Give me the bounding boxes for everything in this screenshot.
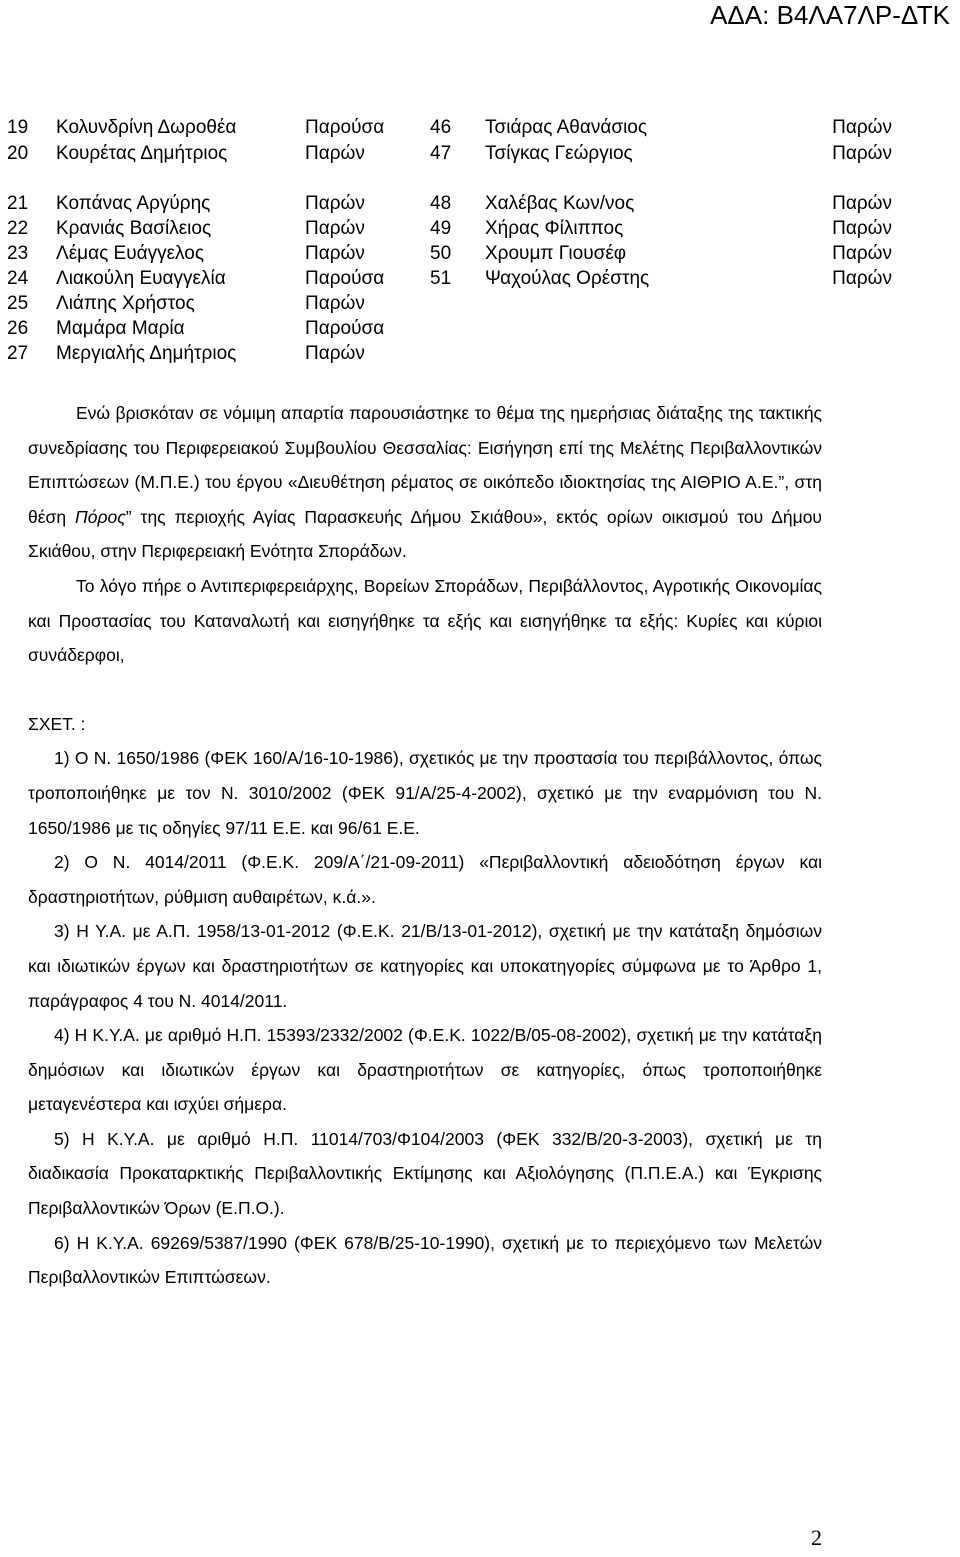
member-number: 20 — [7, 143, 29, 164]
member-status: Παρών — [832, 193, 892, 214]
member-number: 50 — [430, 243, 452, 264]
member-name: Μαμάρα Μαρία — [56, 318, 185, 339]
reference-item: 6) Η Κ.Υ.Α. 69269/5387/1990 (ΦΕΚ 678/Β/25-10-1990), σχετική με το περιεχόμενο των Μελετών Περιβαλλοντικών Επιπτώσεων. — [28, 1232, 822, 1288]
member-name: Λέμας Ευάγγελος — [56, 243, 204, 264]
member-name: Κρανιάς Βασίλειος — [56, 218, 212, 239]
reference-item: 4) Η Κ.Υ.Α. με αριθμό Η.Π. 15393/2332/2002 (Φ.Ε.Κ. 1022/Β/05-08-2002), σχετική με την κατάταξη δημόσιων και ιδιωτικών έργων και δραστηριοτήτων σε κατηγορίες, όπως τροποποιήθηκε μεταγενέστερα και ισχύει σήμερα. — [28, 1025, 822, 1115]
member-status: Παρών — [305, 293, 365, 314]
member-status: Παρών — [832, 268, 892, 289]
references-heading: ΣΧΕΤ. : — [28, 713, 86, 734]
member-name: Χαλέβας Κων/νος — [485, 193, 635, 214]
agenda-text: Ενώ βρισκόταν σε νόμιμη απαρτία παρουσιάστηκε το θέμα της ημερήσιας διάταξης της τακτικής συνεδρίασης του Περιφερειακού Συμβουλίου Θεσσαλίας: Εισήγηση επί της Μελέτης Περιβαλλοντικών Επιπτώσεων (Μ.Π.Ε.) του έργου «Διευθέτηση ρέματος σε οικόπεδο ιδιοκτησίας της ΑΙΘΡΙΟ Α.Ε.”, στη θέση — [28, 403, 822, 527]
member-name: Τσιάρας Αθανάσιος — [485, 117, 648, 138]
member-number: 47 — [430, 143, 452, 164]
member-status: Παρών — [832, 143, 892, 164]
member-status: Παρών — [832, 218, 892, 239]
member-name: Λιακούλη Ευαγγελία — [56, 268, 226, 289]
reference-item: 5) Η Κ.Υ.Α. με αριθμό Η.Π. 11014/703/Φ104/2003 (ΦΕΚ 332/Β/20-3-2003), σχετική με τη διαδικασία Προκαταρκτικής Περιβαλλοντικής Εκτίμησης και Αξιολόγησης (Π.Π.Ε.Α.) και Έγκρισης Περιβαλλοντικών Όρων (Ε.Π.Ο.). — [28, 1128, 822, 1219]
member-name: Χήρας Φίλιππος — [485, 218, 624, 239]
member-number: 24 — [7, 268, 29, 289]
member-status: Παρών — [305, 243, 365, 264]
reference-item: 2) Ο Ν. 4014/2011 (Φ.Ε.Κ. 209/Α΄/21-09-2011) «Περιβαλλοντική αδειοδότηση έργων και δραστηριοτήτων, ρύθμιση αυθαιρέτων, κ.ά.». — [28, 852, 822, 907]
member-number: 27 — [7, 343, 29, 364]
member-name: Κοπάνας Αργύρης — [56, 193, 211, 214]
member-number: 25 — [7, 293, 29, 314]
member-status: Παρών — [305, 143, 365, 164]
reference-item: 3) Η Υ.Α. με Α.Π. 1958/13-01-2012 (Φ.Ε.Κ. 21/Β/13-01-2012), σχετική με την κατάταξη δημόσιων και ιδιωτικών έργων και δραστηριοτήτων σε κατηγορίες και υποκατηγορίες σύμφωνα με το Άρθρο 1, παράγραφος 4 του Ν. 4014/2011. — [28, 921, 822, 1011]
member-number: 26 — [7, 318, 29, 339]
agenda-text-end: ” της περιοχής Αγίας Παρασκευής Δήμου Σκιάθου», εκτός ορίων οικισμού του Δήμου Σκιάθου, στην Περιφερειακή Ενότητα Σποράδων. — [28, 506, 823, 562]
member-name: Χρουμπ Γιουσέφ — [485, 243, 627, 264]
member-number: 21 — [7, 193, 29, 214]
member-name: Ψαχούλας Ορέστης — [485, 268, 650, 289]
member-number: 23 — [7, 243, 29, 264]
member-number: 22 — [7, 218, 29, 239]
page-number: 2 — [811, 1525, 822, 1550]
member-status: Παρούσα — [305, 117, 385, 138]
member-status: Παρούσα — [305, 318, 385, 339]
member-number: 48 — [430, 193, 452, 214]
member-name: Κουρέτας Δημήτριος — [56, 143, 228, 164]
member-name: Λιάπης Χρήστος — [56, 293, 195, 314]
member-status: Παρών — [305, 218, 365, 239]
member-status: Παρών — [305, 193, 365, 214]
member-status: Παρούσα — [305, 268, 385, 289]
ada-code: ΑΔΑ: Β4ΛΑ7ΛΡ-ΔΤΚ — [710, 0, 950, 30]
member-name: Μεργιαλής Δημήτριος — [56, 343, 237, 364]
member-status: Παρών — [832, 243, 892, 264]
agenda-paragraph — [28, 396, 822, 569]
location-name: Πόρος — [75, 506, 126, 527]
member-status: Παρών — [832, 117, 892, 138]
member-number: 46 — [430, 117, 452, 138]
member-name: Τσίγκας Γεώργιος — [485, 143, 633, 164]
member-name: Κολυνδρίνη Δωροθέα — [56, 117, 237, 138]
minutes-body — [28, 396, 822, 1295]
member-status: Παρών — [305, 343, 365, 364]
member-number: 49 — [430, 218, 452, 239]
member-number: 51 — [430, 268, 452, 289]
reference-item: 1) Ο Ν. 1650/1986 (ΦΕΚ 160/Α/16-10-1986), σχετικός με την προστασία του περιβάλλοντος, όπως τροποποιήθηκε με τον Ν. 3010/2002 (ΦΕΚ 91/Α/25-4-2002), σχετικό με την εναρμόνιση του Ν. 1650/1986 με τις οδηγίες 97/11 Ε.Ε. και 96/61 Ε.Ε. — [28, 748, 822, 838]
speaker-paragraph: Το λόγο πήρε ο Αντιπεριφερειάρχης, Βορείων Σποράδων, Περιβάλλοντος, Αγροτικής Οικονομίας και Προστασίας του Καταναλωτή και εισηγήθηκε τα εξής και εισηγήθηκε τα εξής: Κυρίες και κύριοι συνάδερφοι, — [28, 575, 822, 666]
member-number: 19 — [7, 117, 29, 138]
